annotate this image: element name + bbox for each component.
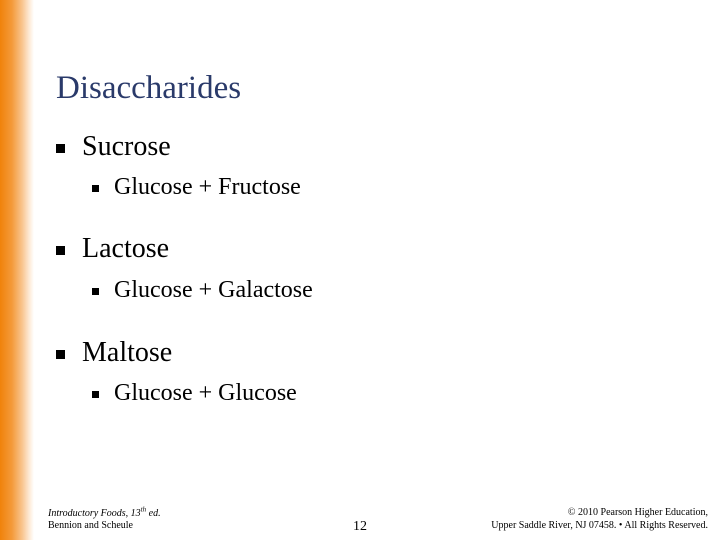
sub-bullet-label: Glucose + Fructose	[114, 174, 301, 200]
copyright-line-2: Upper Saddle River, NJ 07458. • All Rights Reserved.	[491, 520, 708, 531]
square-bullet-icon	[92, 288, 99, 295]
square-bullet-icon	[56, 144, 65, 153]
footer-copyright	[491, 506, 708, 532]
footer-authors: Bennion and Scheule	[48, 520, 133, 531]
sub-bullet-label: Glucose + Galactose	[114, 277, 313, 303]
page-number: 12	[353, 519, 367, 534]
sub-bullet-label: Glucose + Glucose	[114, 380, 297, 406]
footer-book-citation	[48, 505, 161, 532]
square-bullet-icon	[56, 350, 65, 359]
bullet-label: Sucrose	[82, 131, 171, 162]
decorative-left-bar	[0, 0, 34, 540]
bullet-label: Maltose	[82, 337, 173, 368]
bullet-label: Lactose	[82, 233, 170, 264]
square-bullet-icon	[92, 391, 99, 398]
slide-title: Disaccharides	[56, 70, 242, 106]
copyright-line-1: © 2010 Pearson Higher Education,	[567, 507, 708, 518]
square-bullet-icon	[92, 185, 99, 192]
footer-book-title: Introductory Foods, 13th ed.	[48, 505, 161, 519]
square-bullet-icon	[56, 246, 65, 255]
